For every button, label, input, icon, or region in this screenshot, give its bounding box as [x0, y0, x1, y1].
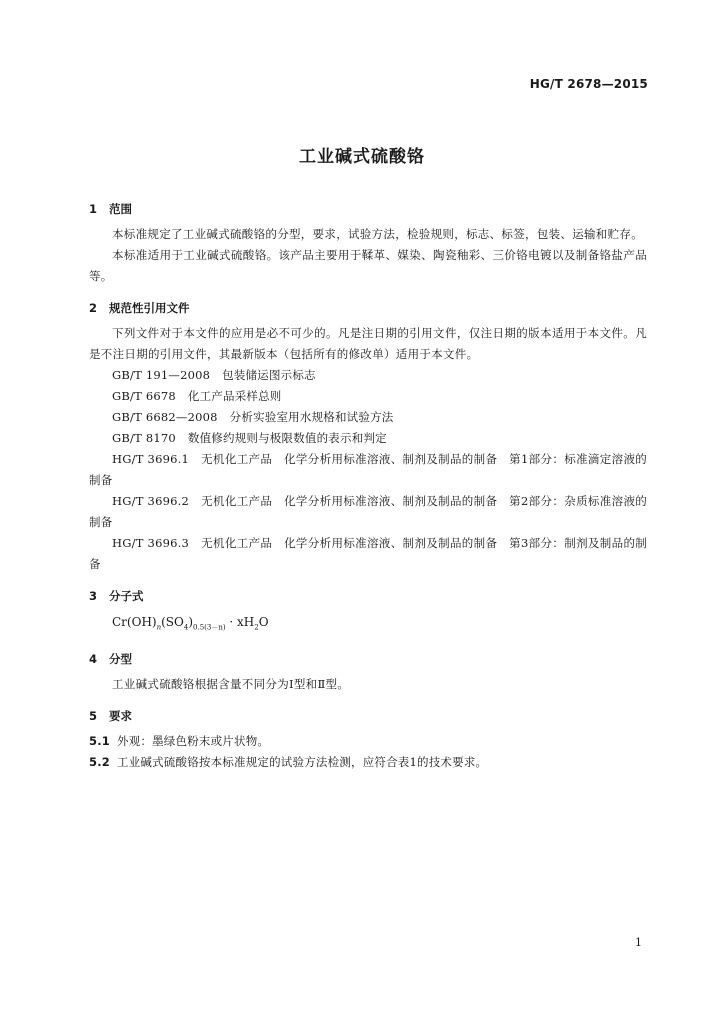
- formula-subscript: 0.5(3－n): [193, 623, 226, 632]
- section-number: 3: [89, 589, 98, 603]
- reference-title: 无机化工产品 化学分析用标准溶液、制剂及制品的制备 第3部分：制剂及制品的制备: [89, 536, 647, 571]
- section-heading-requirements: [89, 707, 647, 725]
- section-title: 规范性引用文件: [109, 301, 190, 315]
- reference-item: [89, 365, 647, 386]
- section-title: 分子式: [109, 589, 144, 603]
- reference-title: 分析实验室用水规格和试验方法: [229, 410, 394, 424]
- formula-part: · xH: [225, 615, 255, 629]
- reference-item: [89, 533, 647, 575]
- reference-title: 化工产品采样总则: [187, 389, 282, 403]
- section-heading-classification: [89, 650, 647, 668]
- document-body: [89, 200, 647, 773]
- formula-part: ): [188, 615, 194, 629]
- section-heading-normative-references: [89, 299, 647, 317]
- molecular-formula: [89, 611, 647, 638]
- reference-code: GB/T 8170: [112, 431, 176, 445]
- formula-part: (SO: [161, 615, 184, 629]
- reference-code: GB/T 6682—2008: [112, 410, 218, 424]
- document-title: 工业碱式硫酸铬: [299, 147, 425, 167]
- section-number: 1: [89, 202, 98, 216]
- section-title: 分型: [109, 652, 132, 667]
- reference-item: [89, 407, 647, 428]
- reference-item: [89, 428, 647, 449]
- reference-item: [89, 386, 647, 407]
- section-number: 5: [89, 709, 98, 724]
- section-title: 范围: [109, 202, 132, 216]
- reference-code: HG/T 3696.2: [112, 494, 190, 508]
- paragraph: 工业碱式硫酸铬根据含量不同分为Ⅰ型和Ⅱ型。: [112, 677, 350, 692]
- section-heading-molecular-formula: [89, 587, 647, 605]
- formula-part: O: [258, 615, 269, 629]
- reference-title: 无机化工产品 化学分析用标准溶液、制剂及制品的制备 第1部分：标准滴定溶液的制备: [89, 452, 647, 487]
- reference-code: HG/T 3696.1: [112, 452, 190, 466]
- paragraph: 下列文件对于本文件的应用是必不可少的。凡是注日期的引用文件，仅注日期的版本适用于本文件。凡是不注日期的引用文件，其最新版本（包括所有的修改单）适用于本文件。: [89, 326, 647, 361]
- reference-item: [89, 491, 647, 533]
- section-number: 4: [89, 652, 98, 667]
- clause-text: 外观：墨绿色粉末或片状物。: [117, 734, 270, 749]
- clause-number: 5.2: [89, 755, 110, 770]
- formula-subscript: n: [156, 623, 162, 632]
- formula-subscript: 4: [183, 623, 189, 632]
- reference-code: HG/T 3696.3: [112, 536, 190, 550]
- reference-title: 无机化工产品 化学分析用标准溶液、制剂及制品的制备 第2部分：杂质标准溶液的制备: [89, 494, 647, 529]
- reference-item: [89, 449, 647, 491]
- clause: [89, 752, 647, 773]
- formula-part: Cr(OH): [112, 615, 157, 629]
- standard-code: HG/T 2678—2015: [529, 77, 648, 91]
- formula-subscript: 2: [254, 623, 259, 632]
- reference-title: 包装储运图示标志: [222, 368, 316, 382]
- reference-code: GB/T 191—2008: [112, 368, 211, 382]
- section-heading-scope: [89, 200, 647, 218]
- clause-number: 5.1: [89, 734, 110, 749]
- paragraph: 本标准适用于工业碱式硫酸铬。该产品主要用于鞣革、媒染、陶瓷釉彩、三价铬电镀以及制备铬盐产品等。: [89, 248, 647, 283]
- clause: [89, 731, 647, 752]
- section-number: 2: [89, 301, 98, 315]
- clause-text: 工业碱式硫酸铬按本标准规定的试验方法检测，应符合表1的技术要求。: [117, 755, 488, 770]
- section-title: 要求: [109, 709, 132, 724]
- paragraph: 本标准规定了工业碱式硫酸铬的分型，要求，试验方法，检验规则，标志、标签，包装、运输和贮存。: [112, 227, 643, 241]
- page-number: 1: [635, 936, 642, 949]
- reference-code: GB/T 6678: [112, 389, 176, 403]
- reference-title: 数值修约规则与极限数值的表示和判定: [187, 431, 387, 445]
